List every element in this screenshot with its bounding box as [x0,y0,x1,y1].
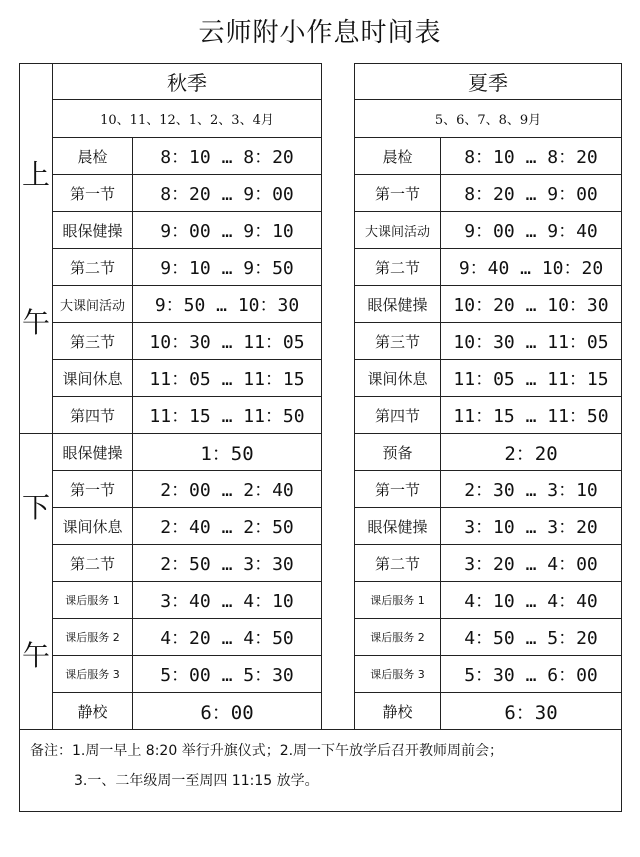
table-row [20,175,622,212]
summer-time: 5：30 … 6：00 [441,656,622,693]
page-title: 云师附小作息时间表 [198,18,442,48]
session-afternoon-bottom: 午 [21,638,50,672]
autumn-time: 9：00 … 9：10 [133,212,322,249]
note-line-1: 备注：1.周一早上 8:20 举行升旗仪式；2.周一下午放学后召开教师周前会； [30,743,504,759]
autumn-time: 8：20 … 9：00 [133,175,322,212]
autumn-time: 2：50 … 3：30 [133,545,322,582]
session-morning-top: 上 [21,157,50,191]
column-gap [322,138,355,175]
autumn-time: 11：05 … 11：15 [133,360,322,397]
column-gap [322,175,355,212]
column-gap [322,286,355,323]
table-row [20,471,622,508]
summer-activity-label: 大课间活动 [355,212,441,249]
autumn-activity-label: 课后服务 1 [53,582,133,619]
autumn-activity-label: 第二节 [53,249,133,286]
autumn-time: 2：00 … 2：40 [133,471,322,508]
session-afternoon-cell [20,434,53,730]
summer-time: 4：50 … 5：20 [441,619,622,656]
table-row [20,434,622,471]
table-row [20,656,622,693]
autumn-activity-label: 眼保健操 [53,212,133,249]
summer-activity-label: 课间休息 [355,360,441,397]
table-row [20,323,622,360]
summer-time: 3：10 … 3：20 [441,508,622,545]
summer-time: 11：05 … 11：15 [441,360,622,397]
column-gap [322,656,355,693]
notes-row [20,730,622,812]
autumn-activity-label: 课间休息 [53,508,133,545]
summer-activity-label: 预备 [355,434,441,471]
summer-activity-label: 课后服务 2 [355,619,441,656]
summer-time: 8：20 … 9：00 [441,175,622,212]
autumn-activity-label: 第一节 [53,471,133,508]
summer-activity-label: 晨检 [355,138,441,175]
column-gap [322,582,355,619]
autumn-activity-label: 课间休息 [53,360,133,397]
summer-activity-label: 第二节 [355,249,441,286]
table-row [20,619,622,656]
autumn-activity-label: 第四节 [53,397,133,434]
season-header-row [20,64,622,100]
summer-activity-label: 静校 [355,693,441,730]
column-gap [322,508,355,545]
summer-activity-label: 第一节 [355,471,441,508]
summer-time: 10：20 … 10：30 [441,286,622,323]
summer-season-name: 夏季 [355,64,622,100]
months-row [20,100,622,138]
table-row [20,249,622,286]
autumn-time: 6：00 [133,693,322,730]
summer-time: 2：20 [441,434,622,471]
autumn-time: 11：15 … 11：50 [133,397,322,434]
autumn-time: 9：10 … 9：50 [133,249,322,286]
summer-time: 3：20 … 4：00 [441,545,622,582]
notes-cell [20,730,622,812]
column-gap [322,471,355,508]
column-gap [322,64,355,138]
autumn-time: 9：50 … 10：30 [133,286,322,323]
column-gap [322,323,355,360]
note-line-2: 3.一、二年级周一至周四 11:15 放学。 [74,773,319,789]
summer-activity-label: 课后服务 3 [355,656,441,693]
column-gap [322,397,355,434]
autumn-activity-label: 第三节 [53,323,133,360]
summer-activity-label: 眼保健操 [355,508,441,545]
autumn-time: 10：30 … 11：05 [133,323,322,360]
summer-time: 9：00 … 9：40 [441,212,622,249]
summer-time: 4：10 … 4：40 [441,582,622,619]
session-morning-bottom: 午 [21,305,50,339]
table-row [20,545,622,582]
summer-time: 2：30 … 3：10 [441,471,622,508]
summer-time: 8：10 … 8：20 [441,138,622,175]
autumn-season-name: 秋季 [53,64,322,100]
column-gap [322,434,355,471]
column-gap [322,249,355,286]
table-row [20,693,622,730]
autumn-time: 5：00 … 5：30 [133,656,322,693]
summer-activity-label: 第四节 [355,397,441,434]
autumn-time: 8：10 … 8：20 [133,138,322,175]
summer-time: 11：15 … 11：50 [441,397,622,434]
autumn-activity-label: 第一节 [53,175,133,212]
session-morning-cell [20,64,53,434]
table-row [20,582,622,619]
autumn-time: 4：20 … 4：50 [133,619,322,656]
session-afternoon-top: 下 [21,490,50,524]
autumn-months: 10、11、12、1、2、3、4月 [53,100,322,138]
summer-time: 10：30 … 11：05 [441,323,622,360]
table-row [20,397,622,434]
table-row [20,286,622,323]
table-row [20,138,622,175]
summer-activity-label: 第一节 [355,175,441,212]
autumn-activity-label: 课后服务 3 [53,656,133,693]
summer-activity-label: 第二节 [355,545,441,582]
summer-time: 9：40 … 10：20 [441,249,622,286]
autumn-time: 1：50 [133,434,322,471]
column-gap [322,212,355,249]
table-row [20,508,622,545]
autumn-time: 2：40 … 2：50 [133,508,322,545]
summer-activity-label: 第三节 [355,323,441,360]
column-gap [322,693,355,730]
autumn-activity-label: 课后服务 2 [53,619,133,656]
table-row [20,360,622,397]
column-gap [322,619,355,656]
autumn-activity-label: 眼保健操 [53,434,133,471]
summer-months: 5、6、7、8、9月 [355,100,622,138]
schedule-table [19,63,622,812]
table-row [20,212,622,249]
autumn-activity-label: 静校 [53,693,133,730]
summer-activity-label: 课后服务 1 [355,582,441,619]
column-gap [322,360,355,397]
autumn-time: 3：40 … 4：10 [133,582,322,619]
summer-time: 6：30 [441,693,622,730]
column-gap [322,545,355,582]
autumn-activity-label: 晨检 [53,138,133,175]
summer-activity-label: 眼保健操 [355,286,441,323]
autumn-activity-label: 大课间活动 [53,286,133,323]
autumn-activity-label: 第二节 [53,545,133,582]
